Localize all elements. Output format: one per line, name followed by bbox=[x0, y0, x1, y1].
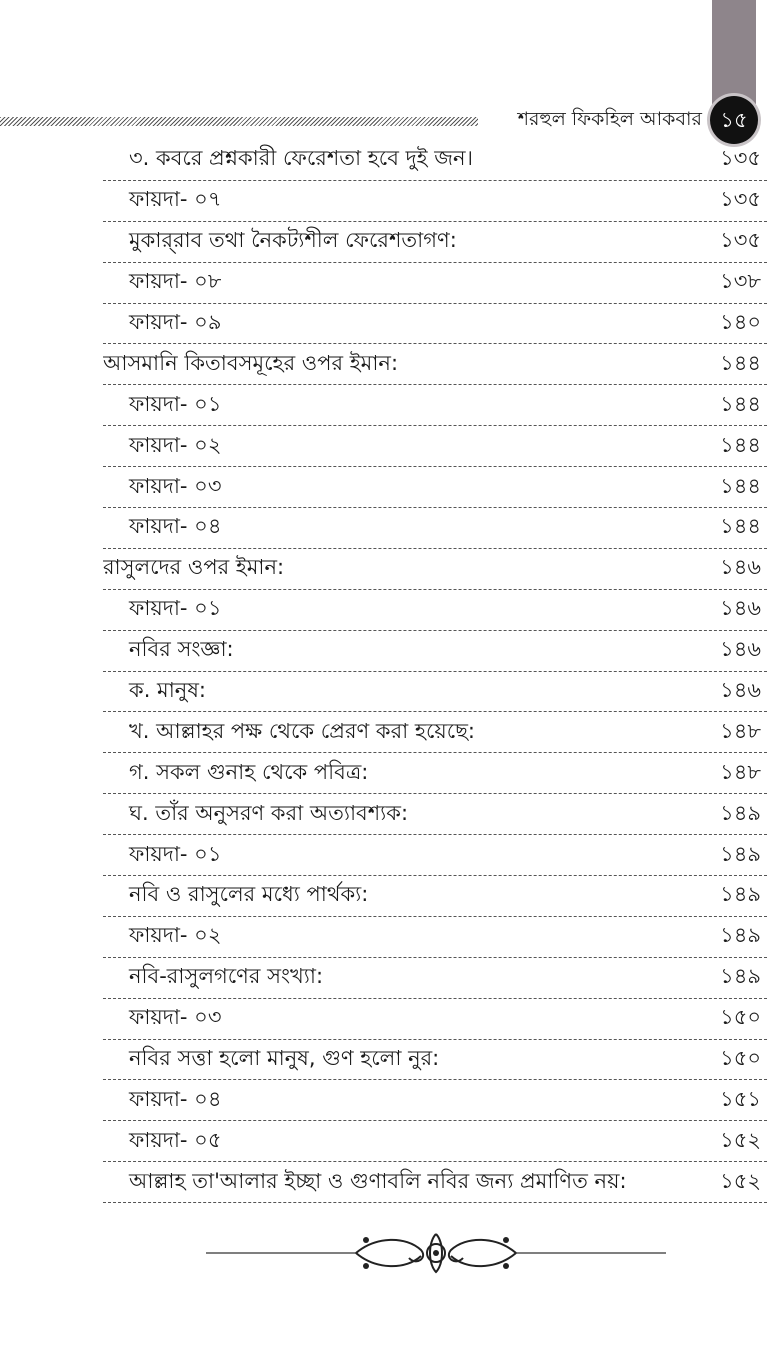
toc-entry-page: ১৫২ bbox=[720, 1127, 761, 1152]
toc-entry-page: ১৫১ bbox=[720, 1086, 761, 1111]
toc-entry-title: ফায়দা- ০৮ bbox=[129, 269, 222, 294]
toc-entry bbox=[103, 794, 767, 835]
toc-entry bbox=[103, 140, 767, 181]
toc-entry bbox=[103, 712, 767, 753]
toc-entry bbox=[103, 222, 767, 263]
toc-entry-title: ফায়দা- ০৯ bbox=[129, 310, 222, 334]
toc-entry-title: খ. আল্লাহর পক্ষ থেকে প্রেরণ করা হয়েছে: bbox=[129, 718, 476, 743]
toc-entry bbox=[103, 304, 767, 345]
toc-entry-page: ১৩৮ bbox=[720, 269, 761, 294]
toc-entry bbox=[103, 958, 767, 999]
toc-entry-title: নবি-রাসুলগণের সংখ্যা: bbox=[129, 964, 324, 989]
toc-entry bbox=[103, 385, 767, 426]
toc-entry-page: ১৩৫ bbox=[720, 146, 761, 171]
toc-entry bbox=[103, 344, 767, 385]
toc-entry-title: ফায়দা- ০১ bbox=[129, 391, 222, 416]
toc-entry bbox=[103, 467, 767, 508]
toc-entry-page: ১৪০ bbox=[720, 310, 761, 334]
toc-entry-title: আল্লাহ তা'আলার ইচ্ছা ও গুণাবলি নবির জন্য প্রমাণিত নয়: bbox=[129, 1168, 627, 1193]
toc-entry-title: আসমানি কিতাবসমূহের ওপর ইমান: bbox=[103, 350, 399, 375]
toc-entry-title: গ. সকল গুনাহ থেকে পবিত্র: bbox=[129, 759, 369, 784]
toc-entry-title: ফায়দা- ০৭ bbox=[129, 187, 222, 212]
toc-entry-title: নবি ও রাসুলের মধ্যে পার্থক্য: bbox=[129, 882, 369, 907]
toc-entry-title: ফায়দা- ০২ bbox=[129, 432, 222, 457]
toc-entry bbox=[103, 1040, 767, 1081]
running-header-title: শরহুল ফিকহিল আকবার bbox=[517, 108, 702, 130]
toc-entry-page: ১৪৬ bbox=[720, 596, 761, 621]
toc-entry-title: ফায়দা- ০৪ bbox=[129, 1086, 222, 1111]
toc-entry-title: ফায়দা- ০৩ bbox=[129, 473, 222, 498]
toc-entry-page: ১৪৪ bbox=[720, 514, 761, 539]
table-of-contents bbox=[103, 140, 767, 1203]
toc-entry-page: ১৪৮ bbox=[720, 718, 761, 743]
toc-entry bbox=[103, 1162, 767, 1203]
toc-entry-page: ১৪৬ bbox=[720, 637, 761, 662]
toc-entry-page: ১৪৬ bbox=[720, 555, 761, 580]
toc-entry bbox=[103, 672, 767, 713]
toc-entry bbox=[103, 181, 767, 222]
toc-entry bbox=[103, 1121, 767, 1162]
toc-entry-title: ফায়দা- ০২ bbox=[129, 923, 222, 948]
toc-entry-title: ক. মানুষ: bbox=[129, 678, 206, 703]
toc-entry bbox=[103, 1080, 767, 1121]
toc-entry-title: ফায়দা- ০১ bbox=[129, 596, 222, 621]
toc-entry-page: ১৪৯ bbox=[720, 964, 761, 989]
toc-entry-page: ১৩৫ bbox=[720, 228, 761, 253]
toc-entry-title: ফায়দা- ০১ bbox=[129, 841, 222, 866]
toc-entry-title: রাসুলদের ওপর ইমান: bbox=[103, 555, 285, 580]
toc-entry-title: ফায়দা- ০৫ bbox=[129, 1127, 222, 1152]
toc-entry-title: ঘ. তাঁর অনুসরণ করা অত্যাবশ্যক: bbox=[129, 800, 409, 825]
toc-entry-page: ১৪৪ bbox=[720, 350, 761, 375]
toc-entry-page: ১৪৮ bbox=[720, 759, 761, 784]
toc-entry bbox=[103, 631, 767, 672]
toc-entry bbox=[103, 753, 767, 794]
toc-entry-title: ৩. কবরে প্রশ্নকারী ফেরেশতা হবে দুই জন। bbox=[129, 146, 474, 171]
ornament-divider bbox=[206, 1228, 666, 1278]
toc-entry-page: ১৪৪ bbox=[720, 391, 761, 416]
toc-entry-page: ১৫০ bbox=[720, 1005, 761, 1030]
toc-entry bbox=[103, 508, 767, 549]
toc-entry-title: মুকার্‌রাব তথা নৈকট্যশীল ফেরেশতাগণ: bbox=[129, 228, 457, 253]
toc-entry bbox=[103, 835, 767, 876]
toc-entry-title: নবির সংজ্ঞা: bbox=[129, 637, 234, 662]
toc-entry bbox=[103, 999, 767, 1040]
toc-entry bbox=[103, 590, 767, 631]
toc-entry-page: ১৪৯ bbox=[720, 882, 761, 907]
toc-entry-title: ফায়দা- ০৩ bbox=[129, 1005, 222, 1030]
toc-entry-title: ফায়দা- ০৪ bbox=[129, 514, 222, 539]
toc-entry-page: ১৪৯ bbox=[720, 841, 761, 866]
header-rule bbox=[0, 117, 478, 126]
toc-entry-title: নবির সত্তা হলো মানুষ, গুণ হলো নুর: bbox=[129, 1046, 440, 1071]
toc-entry bbox=[103, 549, 767, 590]
toc-entry-page: ১৩৫ bbox=[720, 187, 761, 212]
toc-entry-page: ১৪৯ bbox=[720, 800, 761, 825]
toc-entry-page: ১৪৬ bbox=[720, 678, 761, 703]
toc-entry-page: ১৪৪ bbox=[720, 473, 761, 498]
toc-entry-page: ১৫২ bbox=[720, 1168, 761, 1193]
toc-entry-page: ১৫০ bbox=[720, 1046, 761, 1071]
toc-entry bbox=[103, 917, 767, 958]
page-tab-marker bbox=[712, 0, 756, 104]
toc-entry-page: ১৪৯ bbox=[720, 923, 761, 948]
page-number-badge: ১৫ bbox=[710, 96, 758, 144]
toc-entry bbox=[103, 876, 767, 917]
toc-entry-page: ১৪৪ bbox=[720, 432, 761, 457]
toc-entry bbox=[103, 263, 767, 304]
toc-entry bbox=[103, 426, 767, 467]
